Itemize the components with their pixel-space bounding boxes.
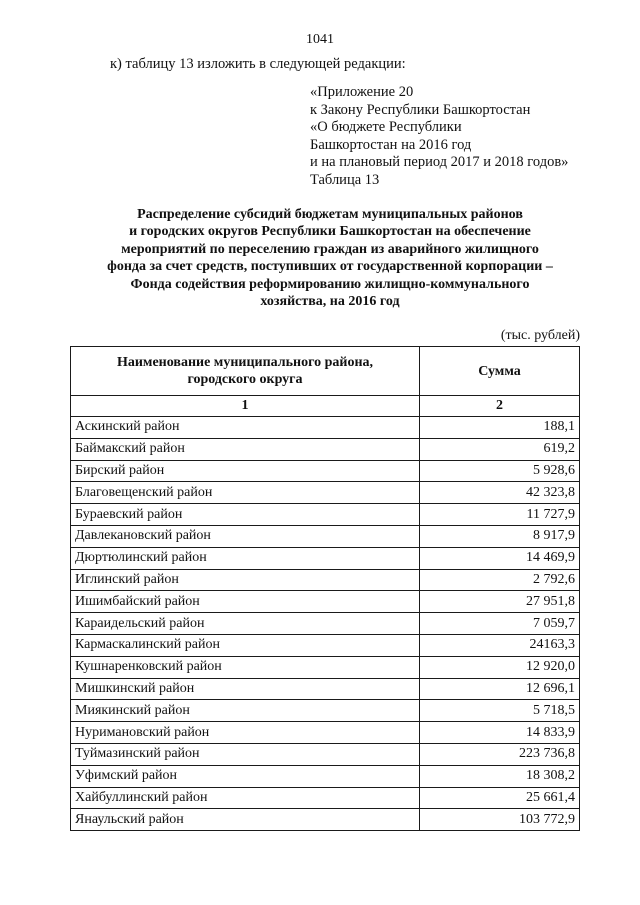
table-row: [71, 656, 580, 678]
district-name: Уфимский район: [71, 765, 420, 787]
district-name: Бирский район: [71, 460, 420, 482]
table-row: [71, 613, 580, 635]
subsidy-amount: 12 920,0: [420, 656, 580, 678]
heading-line: мероприятий по переселению граждан из аварийного жилищного: [121, 241, 539, 257]
heading-line: фонда за счет средств, поступивших от государственной корпорации –: [107, 259, 553, 275]
district-name: Кушнаренковский район: [71, 656, 420, 678]
district-name: Нуримановский район: [71, 722, 420, 744]
subsidy-amount: 42 323,8: [420, 482, 580, 504]
district-name: Баймакский район: [71, 438, 420, 460]
table-header-row: [71, 347, 580, 396]
subsidy-amount: 8 917,9: [420, 525, 580, 547]
table-row: [71, 765, 580, 787]
district-name: Иглинский район: [71, 569, 420, 591]
district-name: Ишимбайский район: [71, 591, 420, 613]
district-name: Хайбуллинский район: [71, 787, 420, 809]
table-row: [71, 482, 580, 504]
subsidy-table: [70, 346, 580, 831]
subsidy-amount: 14 833,9: [420, 722, 580, 744]
table-row: [71, 700, 580, 722]
header-name: [71, 347, 420, 396]
table-row: [71, 634, 580, 656]
heading-line: Распределение субсидий бюджетам муниципальных районов: [137, 207, 523, 222]
subsidy-amount: 223 736,8: [420, 743, 580, 765]
subsidy-amount: 12 696,1: [420, 678, 580, 700]
district-name: Кармаскалинский район: [71, 634, 420, 656]
district-name: Давлекановский район: [71, 525, 420, 547]
appendix-line: и на плановый период 2017 и 2018 годов»: [310, 154, 569, 171]
district-name: Миякинский район: [71, 700, 420, 722]
intro-line: к) таблицу 13 изложить в следующей редакции:: [110, 56, 406, 72]
subsidy-amount: 619,2: [420, 438, 580, 460]
table-row: [71, 504, 580, 526]
appendix-line: Таблица 13: [310, 171, 380, 188]
subsidy-amount: 11 727,9: [420, 504, 580, 526]
district-name: Караидельский район: [71, 613, 420, 635]
header-name-line: городского округа: [187, 372, 303, 387]
subsidy-amount: 18 308,2: [420, 765, 580, 787]
table-row: [71, 809, 580, 831]
subsidy-amount: 103 772,9: [420, 809, 580, 831]
subsidy-amount: 24163,3: [420, 634, 580, 656]
appendix-line: «Приложение 20: [310, 84, 414, 100]
header-sum: Сумма: [420, 347, 580, 396]
district-name: Аскинский район: [71, 417, 420, 439]
district-name: Бураевский район: [71, 504, 420, 526]
table-row: [71, 525, 580, 547]
subsidy-amount: 7 059,7: [420, 613, 580, 635]
table-row: [71, 743, 580, 765]
table-row: [71, 417, 580, 439]
district-name: Дюртюлинский район: [71, 547, 420, 569]
table-row: [71, 722, 580, 744]
document-heading: [70, 206, 590, 310]
district-name: Янаульский район: [71, 809, 420, 831]
table-row: [71, 547, 580, 569]
column-number: 1: [71, 396, 420, 417]
table-row: [71, 438, 580, 460]
table-row: [71, 591, 580, 613]
header-name-line: Наименование муниципального района,: [116, 355, 374, 370]
units-label: (тыс. рублей): [500, 328, 580, 343]
subsidy-amount: 25 661,4: [420, 787, 580, 809]
district-name: Туймазинский район: [71, 743, 420, 765]
subsidy-amount: 188,1: [420, 417, 580, 439]
district-name: Мишкинский район: [71, 678, 420, 700]
table-row: [71, 460, 580, 482]
page-number: 1041: [306, 32, 334, 47]
appendix-block: [310, 84, 568, 190]
appendix-line: «О бюджете Республики: [310, 119, 462, 136]
table-row: [71, 569, 580, 591]
column-number-row: [71, 396, 580, 417]
column-number: 2: [420, 396, 580, 417]
heading-line: и городских округов Республики Башкортостан на обеспечение: [129, 224, 531, 240]
district-name: Благовещенский район: [71, 482, 420, 504]
appendix-line: к Закону Республики Башкортостан: [310, 101, 531, 118]
subsidy-amount: 2 792,6: [420, 569, 580, 591]
subsidy-amount: 27 951,8: [420, 591, 580, 613]
table-body: [71, 417, 580, 831]
heading-line: Фонда содействия реформированию жилищно-коммунального: [130, 276, 530, 292]
heading-line: хозяйства, на 2016 год: [260, 294, 400, 310]
table-row: [71, 787, 580, 809]
appendix-line: Башкортостан на 2016 год: [310, 136, 472, 153]
table-row: [71, 678, 580, 700]
subsidy-amount: 5 928,6: [420, 460, 580, 482]
subsidy-amount: 5 718,5: [420, 700, 580, 722]
subsidy-amount: 14 469,9: [420, 547, 580, 569]
